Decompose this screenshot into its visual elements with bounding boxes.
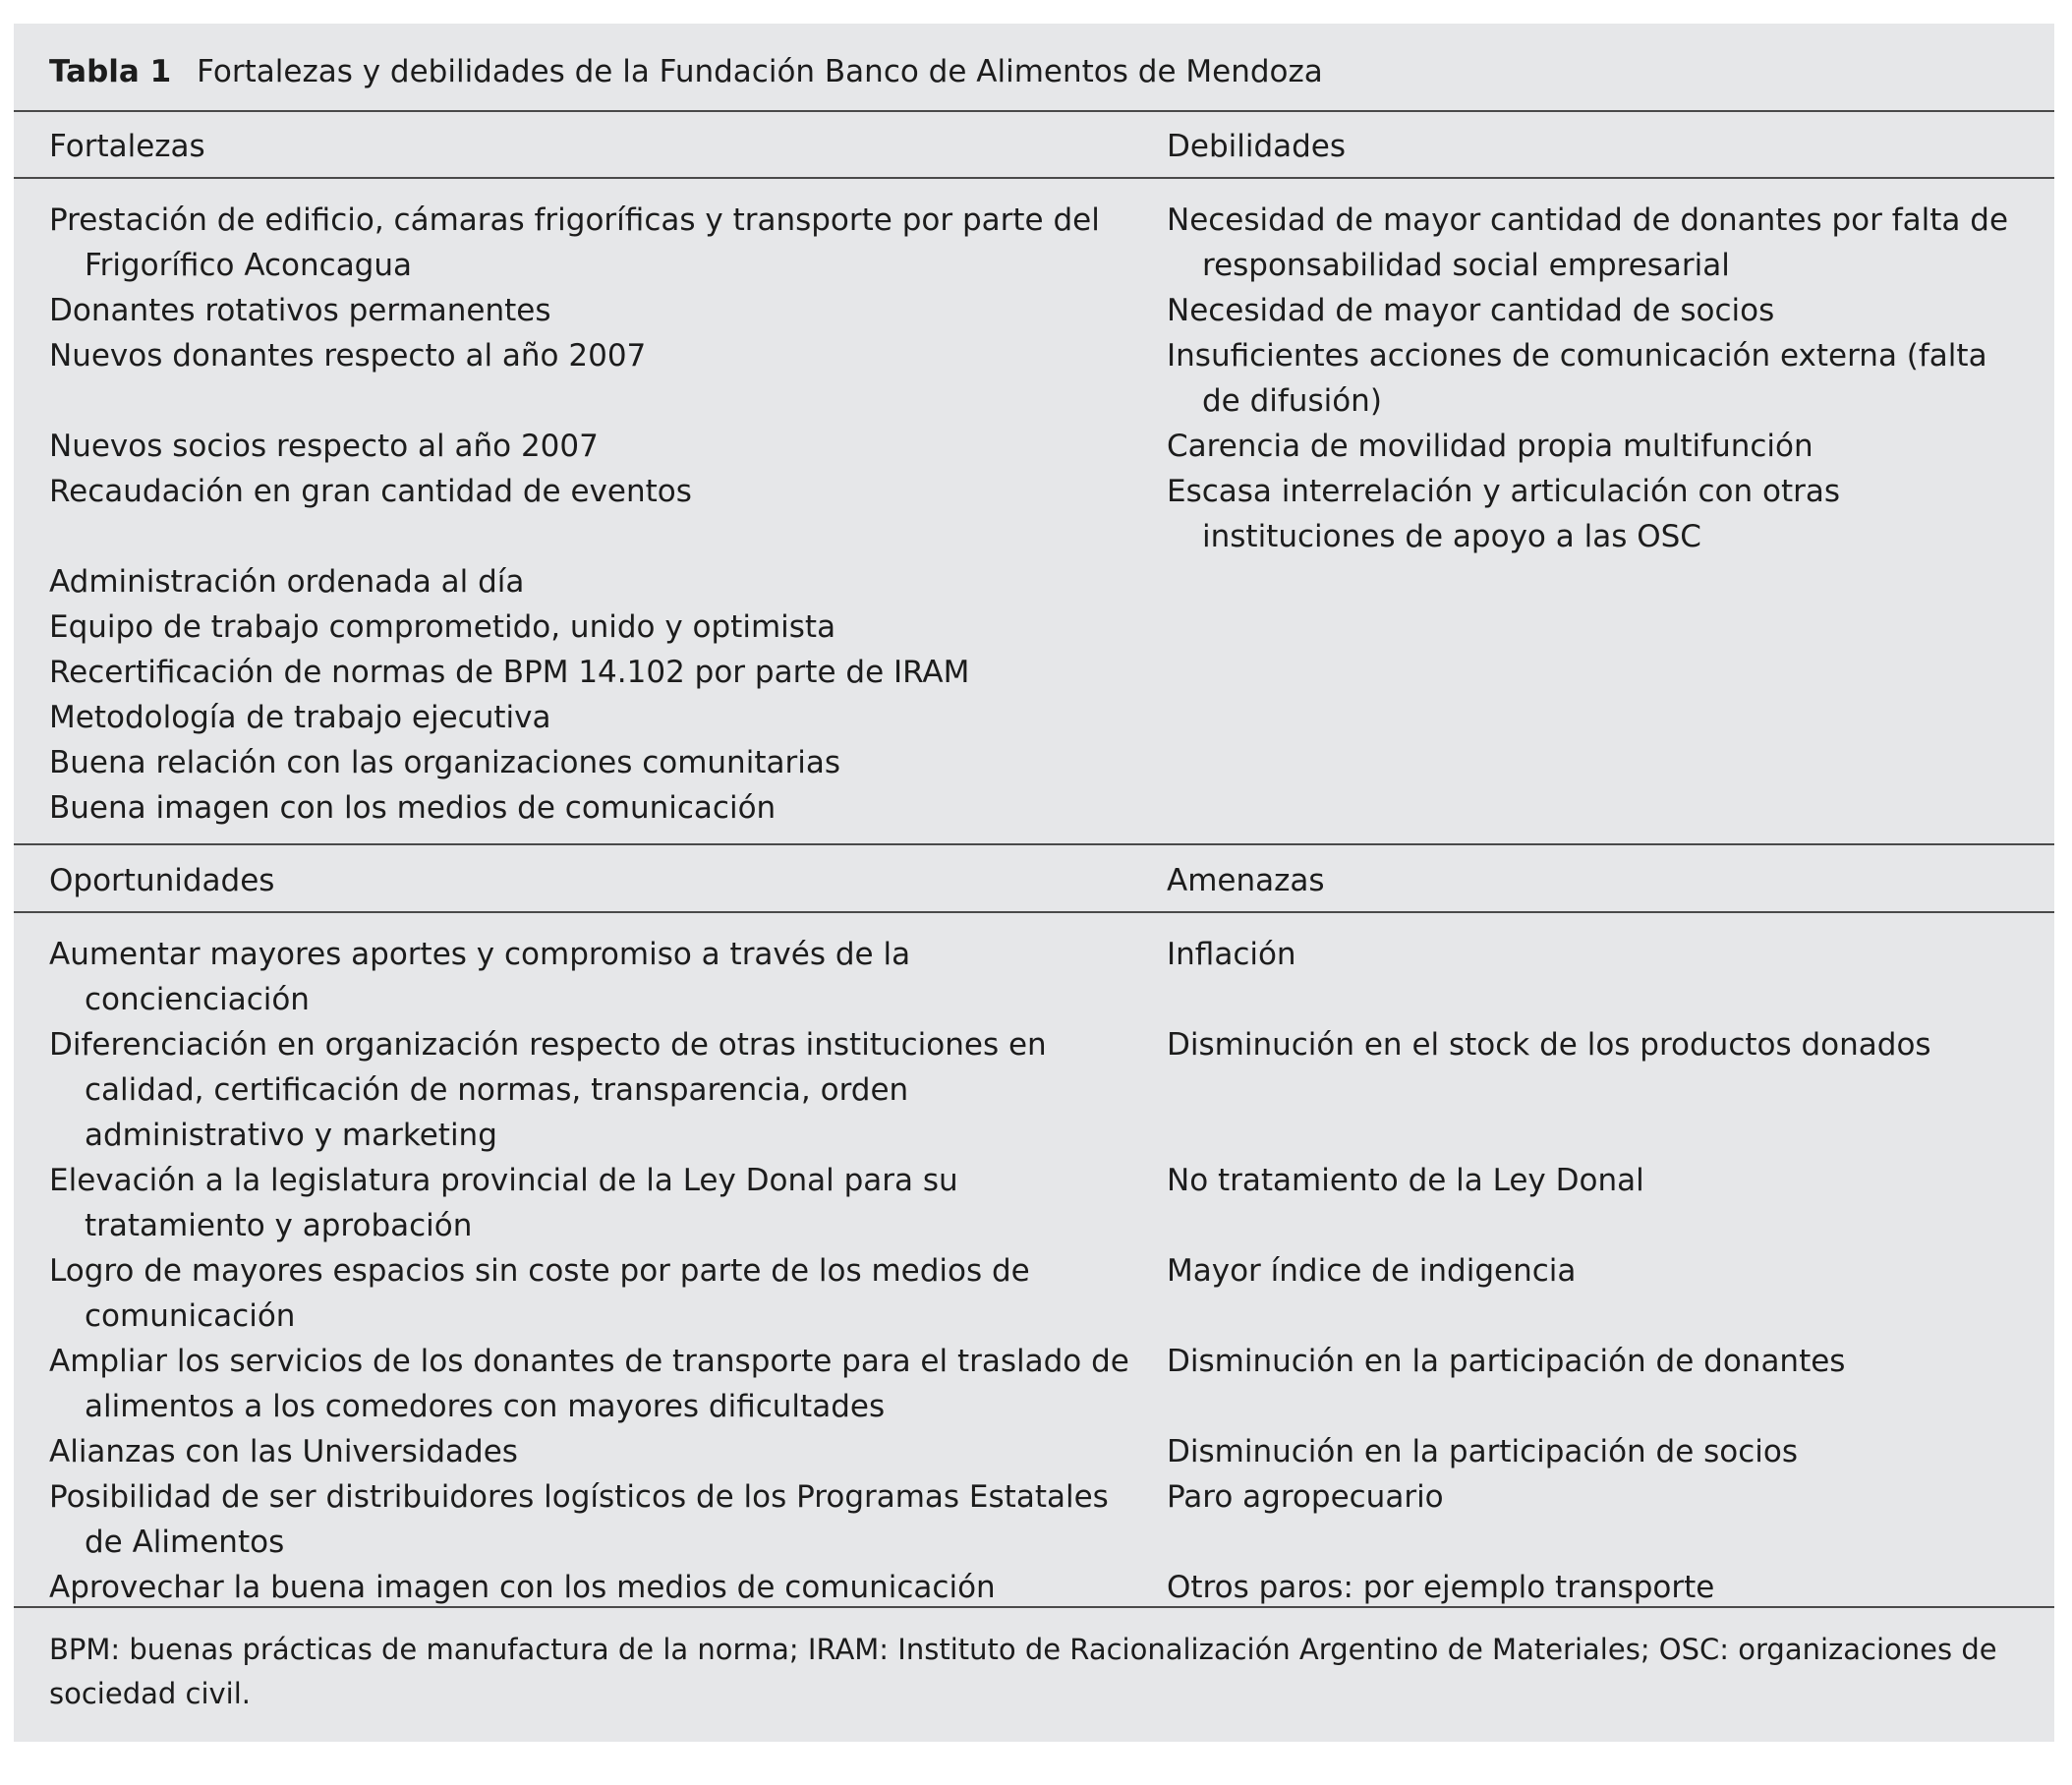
header-oportunidades: Oportunidades xyxy=(49,863,275,898)
amenaza-item: No tratamiento de la Ley Donal xyxy=(1167,1163,1644,1198)
fortaleza-item: Buena relación con las organizaciones comunitarias xyxy=(49,745,840,780)
oportunidades-list xyxy=(49,932,1130,1610)
fortaleza-item: Buena imagen con los medios de comunicación xyxy=(49,790,777,826)
table-caption xyxy=(49,51,1323,92)
fortaleza-item: Metodología de trabajo ejecutiva xyxy=(49,700,551,735)
debilidad-item: Necesidad de mayor cantidad de socios xyxy=(1167,293,1775,328)
table-label: Tabla 1 xyxy=(49,54,172,89)
amenaza-item: Inflación xyxy=(1167,937,1296,972)
section1-header-rule xyxy=(14,177,2054,179)
fortalezas-list xyxy=(49,198,1130,831)
header-fortalezas: Fortalezas xyxy=(49,129,205,164)
fortaleza-item: Prestación de edificio, cámaras frigoríficas y transporte por parte del Frigorífico Aconcagua xyxy=(49,202,1100,283)
section2-header-rule xyxy=(14,911,2054,913)
amenaza-item: Otros paros: por ejemplo transporte xyxy=(1167,1570,1715,1605)
fortaleza-item: Administración ordenada al día xyxy=(49,564,525,600)
swot-table xyxy=(14,24,2054,1742)
fortaleza-item: Equipo de trabajo comprometido, unido y optimista xyxy=(49,609,836,645)
footnote-rule xyxy=(14,1606,2054,1608)
debilidad-item: Necesidad de mayor cantidad de donantes por falta de responsabilidad social empresarial xyxy=(1167,202,2009,283)
amenaza-item: Disminución en la participación de donantes xyxy=(1167,1344,1846,1379)
oportunidad-item: Aprovechar la buena imagen con los medios de comunicación xyxy=(49,1570,996,1605)
table-footnote: BPM: buenas prácticas de manufactura de la norma; IRAM: Instituto de Racionalización Argentino de Materiales; OSC: organizaciones de sociedad civil. xyxy=(49,1633,1997,1710)
oportunidad-item: Aumentar mayores aportes y compromiso a través de la concienciación xyxy=(49,937,911,1017)
fortaleza-item: Recertificación de normas de BPM 14.102 por parte de IRAM xyxy=(49,655,970,690)
header-amenazas: Amenazas xyxy=(1167,863,1325,898)
table-title: Fortalezas y debilidades de la Fundación Banco de Alimentos de Mendoza xyxy=(197,54,1323,89)
fortaleza-item: Donantes rotativos permanentes xyxy=(49,293,551,328)
debilidades-list xyxy=(1167,198,2032,559)
caption-rule xyxy=(14,110,2054,112)
oportunidad-item: Ampliar los servicios de los donantes de transporte para el traslado de alimentos a los comedores con mayores dificultades xyxy=(49,1344,1129,1424)
oportunidad-item: Posibilidad de ser distribuidores logísticos de los Programas Estatales de Alimentos xyxy=(49,1479,1109,1560)
section-divider-rule xyxy=(14,843,2054,845)
amenaza-item: Disminución en el stock de los productos donados xyxy=(1167,1027,1931,1063)
header-debilidades: Debilidades xyxy=(1167,129,1347,164)
fortaleza-item: Nuevos donantes respecto al año 2007 xyxy=(49,338,647,374)
amenaza-item: Paro agropecuario xyxy=(1167,1479,1444,1515)
debilidad-item: Escasa interrelación y articulación con otras instituciones de apoyo a las OSC xyxy=(1167,474,1840,554)
oportunidad-item: Alianzas con las Universidades xyxy=(49,1434,518,1469)
amenaza-item: Mayor índice de indigencia xyxy=(1167,1253,1577,1289)
fortaleza-item: Nuevos socios respecto al año 2007 xyxy=(49,429,599,464)
debilidad-item: Carencia de movilidad propia multifunción xyxy=(1167,429,1813,464)
debilidad-item: Insuficientes acciones de comunicación externa (falta de difusión) xyxy=(1167,338,1987,419)
amenaza-item: Disminución en la participación de socios xyxy=(1167,1434,1799,1469)
oportunidad-item: Elevación a la legislatura provincial de la Ley Donal para su tratamiento y aprobación xyxy=(49,1163,958,1243)
oportunidad-item: Diferenciación en organización respecto de otras instituciones en calidad, certificación de normas, transparencia, orden administrativo y marketing xyxy=(49,1027,1047,1153)
oportunidad-item: Logro de mayores espacios sin coste por parte de los medios de comunicación xyxy=(49,1253,1030,1334)
amenazas-list xyxy=(1167,932,2032,1610)
fortaleza-item: Recaudación en gran cantidad de eventos xyxy=(49,474,692,509)
